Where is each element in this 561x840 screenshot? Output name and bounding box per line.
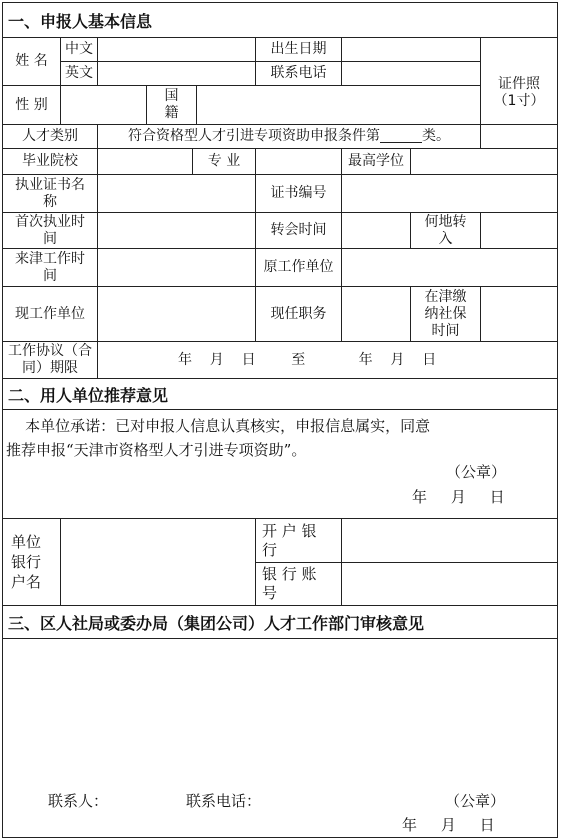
chinese-name-label: 中文 — [65, 41, 93, 57]
divider — [196, 85, 197, 124]
divider — [60, 85, 61, 124]
divider — [410, 148, 411, 174]
dept-seal: （公章） — [445, 792, 506, 810]
divider — [97, 37, 98, 85]
divider — [341, 37, 342, 85]
section-3-title: 三、区人社局或委办局（集团公司）人才工作部门审核意见 — [8, 613, 425, 633]
bank-account-no-label: 银 行 账 号 — [262, 565, 317, 602]
unit-seal: （公章） — [446, 463, 507, 481]
transfer-from-label: 何地转 入 — [424, 213, 467, 247]
english-name-label: 英文 — [65, 65, 93, 81]
nationality-label: 国 籍 — [164, 88, 179, 121]
cert-no-label: 证书编号 — [270, 185, 327, 201]
border-bottom — [2, 837, 558, 838]
transfer-time-label: 转会时间 — [270, 222, 327, 238]
first-practice-label: 首次执业时 间 — [15, 213, 85, 247]
contact-person-label: 联系人： — [48, 792, 109, 810]
talent-condition-prefix: 符合资格型人才引进专项资助申报条件第 — [128, 128, 380, 144]
agreement-period-label: 工作协议（合 同）期限 — [8, 343, 92, 376]
birth-date-label: 出生日期 — [270, 41, 327, 57]
bank-name-label: 开 户 银 行 — [262, 521, 317, 559]
name-label: 姓 名 — [15, 53, 48, 69]
bank-account-name-label: 单位 银行 户名 — [11, 533, 42, 591]
divider — [2, 638, 558, 639]
divider — [97, 148, 98, 174]
agreement-period-dates: 年 月 日 至 年 月 日 — [178, 351, 437, 368]
talent-condition-suffix: 类。 — [422, 128, 450, 144]
current-post-label: 现任职务 — [270, 305, 327, 322]
divider — [480, 212, 481, 248]
talent-condition-text — [98, 125, 480, 148]
dept-date: 年 月 日 — [402, 816, 495, 834]
major-label: 专 业 — [207, 153, 241, 169]
commitment-line-1: 本单位承诺：已对申报人信息认真核实，申报信息属实，同意 — [6, 417, 431, 435]
former-unit-label: 原工作单位 — [263, 259, 334, 275]
photo-placeholder: 证件照 （1寸） — [493, 76, 545, 109]
gender-label: 性 别 — [15, 96, 48, 113]
border-right — [557, 2, 558, 838]
divider — [341, 518, 342, 605]
divider — [480, 286, 481, 341]
divider — [255, 148, 256, 174]
commitment-line-2: 推荐申报“天津市资格型人才引进专项资助”。 — [6, 441, 307, 459]
contact-phone-label: 联系电话 — [270, 65, 327, 81]
divider — [2, 409, 558, 410]
social-security-label: 在津缴 纳社保 时间 — [424, 288, 467, 339]
current-unit-label: 现工作单位 — [15, 305, 85, 322]
category-blank[interactable] — [380, 130, 422, 143]
section-1-title: 一、申报人基本信息 — [8, 11, 153, 31]
section-2-title: 二、用人单位推荐意见 — [8, 385, 169, 405]
divider — [60, 518, 61, 605]
contact-phone-field-label: 联系电话： — [186, 792, 262, 810]
cert-name-label: 执业证书名 称 — [15, 176, 85, 210]
divider — [341, 174, 342, 341]
degree-label: 最高学位 — [348, 153, 404, 169]
arrival-time-label: 来津工作时 间 — [15, 250, 85, 284]
divider — [2, 85, 480, 86]
talent-category-label: 人才类别 — [22, 128, 78, 144]
school-label: 毕业院校 — [22, 153, 78, 169]
unit-date: 年 月 日 — [412, 488, 505, 506]
